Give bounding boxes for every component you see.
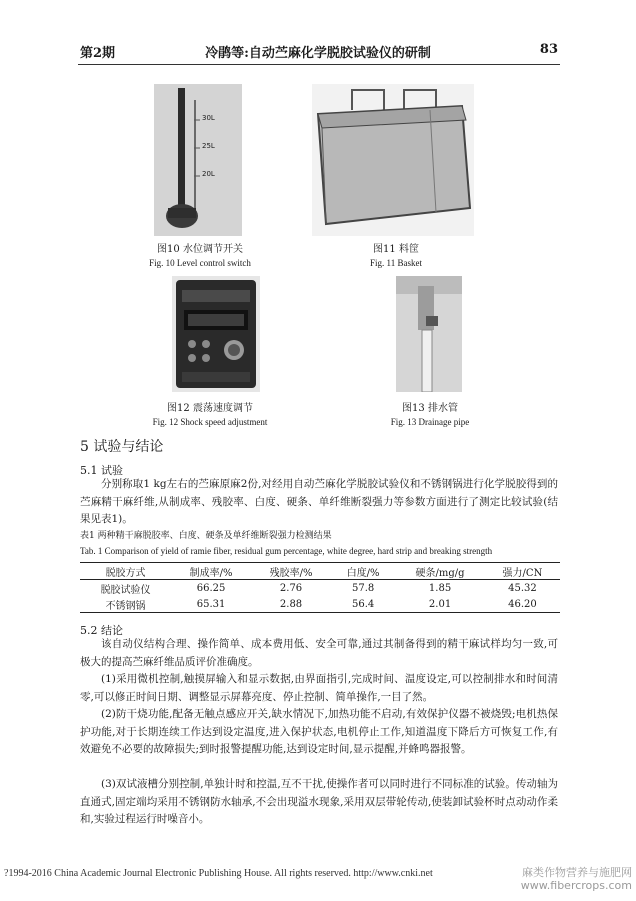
watermark-site-name: 麻类作物营养与施肥网 — [522, 866, 632, 879]
fig12-caption-en: Fig. 12 Shock speed adjustment — [152, 417, 268, 427]
fig11-caption-en: Fig. 11 Basket — [370, 258, 422, 268]
table-header-cell: 强力/CN — [485, 563, 560, 580]
controller-illustration — [172, 276, 260, 392]
running-title: 冷鹃等:自动苎麻化学脱胶试验仪的研制 — [205, 46, 431, 61]
table-cell: 脱胶试验仪 — [100, 584, 151, 596]
section-5-2-title: 5.2 结论 — [80, 624, 123, 637]
drainage-pipe-illustration — [396, 276, 462, 392]
journal-issue: 第2期 — [80, 46, 116, 61]
table-header-row — [80, 563, 560, 580]
table-header-cell: 残胶率/% — [251, 563, 331, 580]
fig10-caption-cn: 图10 水位调节开关 — [157, 244, 243, 255]
copyright-notice: ?1994-2016 China Academic Journal Electronic Publishing House. All rights reserved. http://www.cnki.net — [4, 868, 433, 879]
fig10-caption-en: Fig. 10 Level control switch — [149, 258, 251, 268]
table-cell: 1.85 — [428, 582, 452, 594]
table-cell: 2.88 — [251, 596, 331, 613]
section-5-1-title: 5.1 试验 — [80, 464, 123, 477]
conclusion-para-1: 该自动仪结构合理、操作简单、成本费用低、安全可靠,通过其制备得到的精干麻试样均匀一致,可极大的提高苎麻纤维品质评价准确度。 — [80, 638, 558, 668]
watermark-site-url: www.fibercrops.com — [520, 879, 632, 892]
table-cell: 2.01 — [395, 596, 485, 613]
table-header-cell: 硬条/mg/g — [395, 563, 485, 580]
conclusion-para-2: (1)采用微机控制,触摸屏输入和显示数据,由界面指引,完成时间、温度设定,可以控制排水和时间清零,可以修正时间日期、调整显示屏幕亮度、停止控制、简单操作,一目了然。 — [80, 673, 558, 703]
table-cell: 不锈钢锅 — [80, 596, 171, 613]
table-caption-en: Tab. 1 Comparison of yield of ramie fiber, residual gum percentage, white degree, hard strip and breaking strength — [80, 546, 493, 556]
table-header-cell: 白度/% — [331, 563, 395, 580]
section-5-title: 5 试验与结论 — [80, 439, 164, 455]
scale-label-20: 20L — [202, 170, 215, 178]
basket-illustration — [312, 84, 474, 236]
fig13-photo — [396, 276, 462, 392]
table-caption-cn: 表1 两种精干麻脱胶率、白度、硬条及单纤维断裂强力检测结果 — [80, 531, 332, 541]
fig13-caption-en: Fig. 13 Drainage pipe — [390, 417, 470, 427]
table-cell: 2.76 — [279, 582, 303, 594]
table-cell: 45.32 — [508, 582, 537, 594]
section-5-1-text: 分别称取1 kg左右的苎麻原麻2份,对经用自动苎麻化学脱胶试验仪和不锈钢锅进行化学脱胶得到的苎麻精干麻纤维,从制成率、残胶率、白度、硬条、单纤维断裂强力等参数方面进行了测定比较试验(结果见表1)。 — [80, 478, 558, 525]
table-cell: 46.20 — [485, 596, 560, 613]
table-header-cell: 脱胶方式 — [80, 563, 171, 580]
fig10-photo — [154, 84, 242, 236]
conclusion-para-3: (2)防干烧功能,配备无触点感应开关,缺水情况下,加热功能不启动,有效保护仪器不被烧毁;电机热保护功能,对于长期连续工作达到设定温度,进入保护状态,电机停止工作,知道温度下降后方可恢复工作,有效避免不必要的故障损失;到时报警提醒功能,达到设定时间,显示提醒,并蜂鸣器报警。 — [80, 708, 558, 755]
fig11-photo — [312, 84, 474, 236]
scale-label-25: 25L — [202, 142, 215, 150]
table-header-cell: 制成率/% — [171, 563, 251, 580]
conclusion-para-4: (3)双试液槽分别控制,单独计时和控温,互不干扰,使操作者可以同时进行不同标准的试验。传动轴为直通式,固定端均采用不锈钢防水轴承,不会出现溢水现象,采用双层带轮传动,使装卸试验杯时点动动作柔和,实验过程运行时噪音小。 — [80, 778, 558, 825]
header-rule — [78, 64, 560, 65]
fig13-caption-cn: 图13 排水管 — [402, 403, 458, 414]
level-switch-illustration — [154, 84, 242, 236]
table-cell: 57.8 — [352, 582, 375, 594]
results-table — [80, 562, 560, 613]
fig11-caption-cn: 图11 料筐 — [373, 244, 419, 255]
table-cell: 66.25 — [196, 582, 226, 594]
table-row — [80, 596, 560, 613]
table-row — [80, 580, 560, 597]
fig12-photo — [172, 276, 260, 392]
table-cell: 56.4 — [331, 596, 395, 613]
page-number: 83 — [539, 42, 558, 57]
table-cell: 65.31 — [171, 596, 251, 613]
scale-label-30: 30L — [202, 114, 215, 122]
fig12-caption-cn: 图12 震荡速度调节 — [167, 403, 253, 414]
